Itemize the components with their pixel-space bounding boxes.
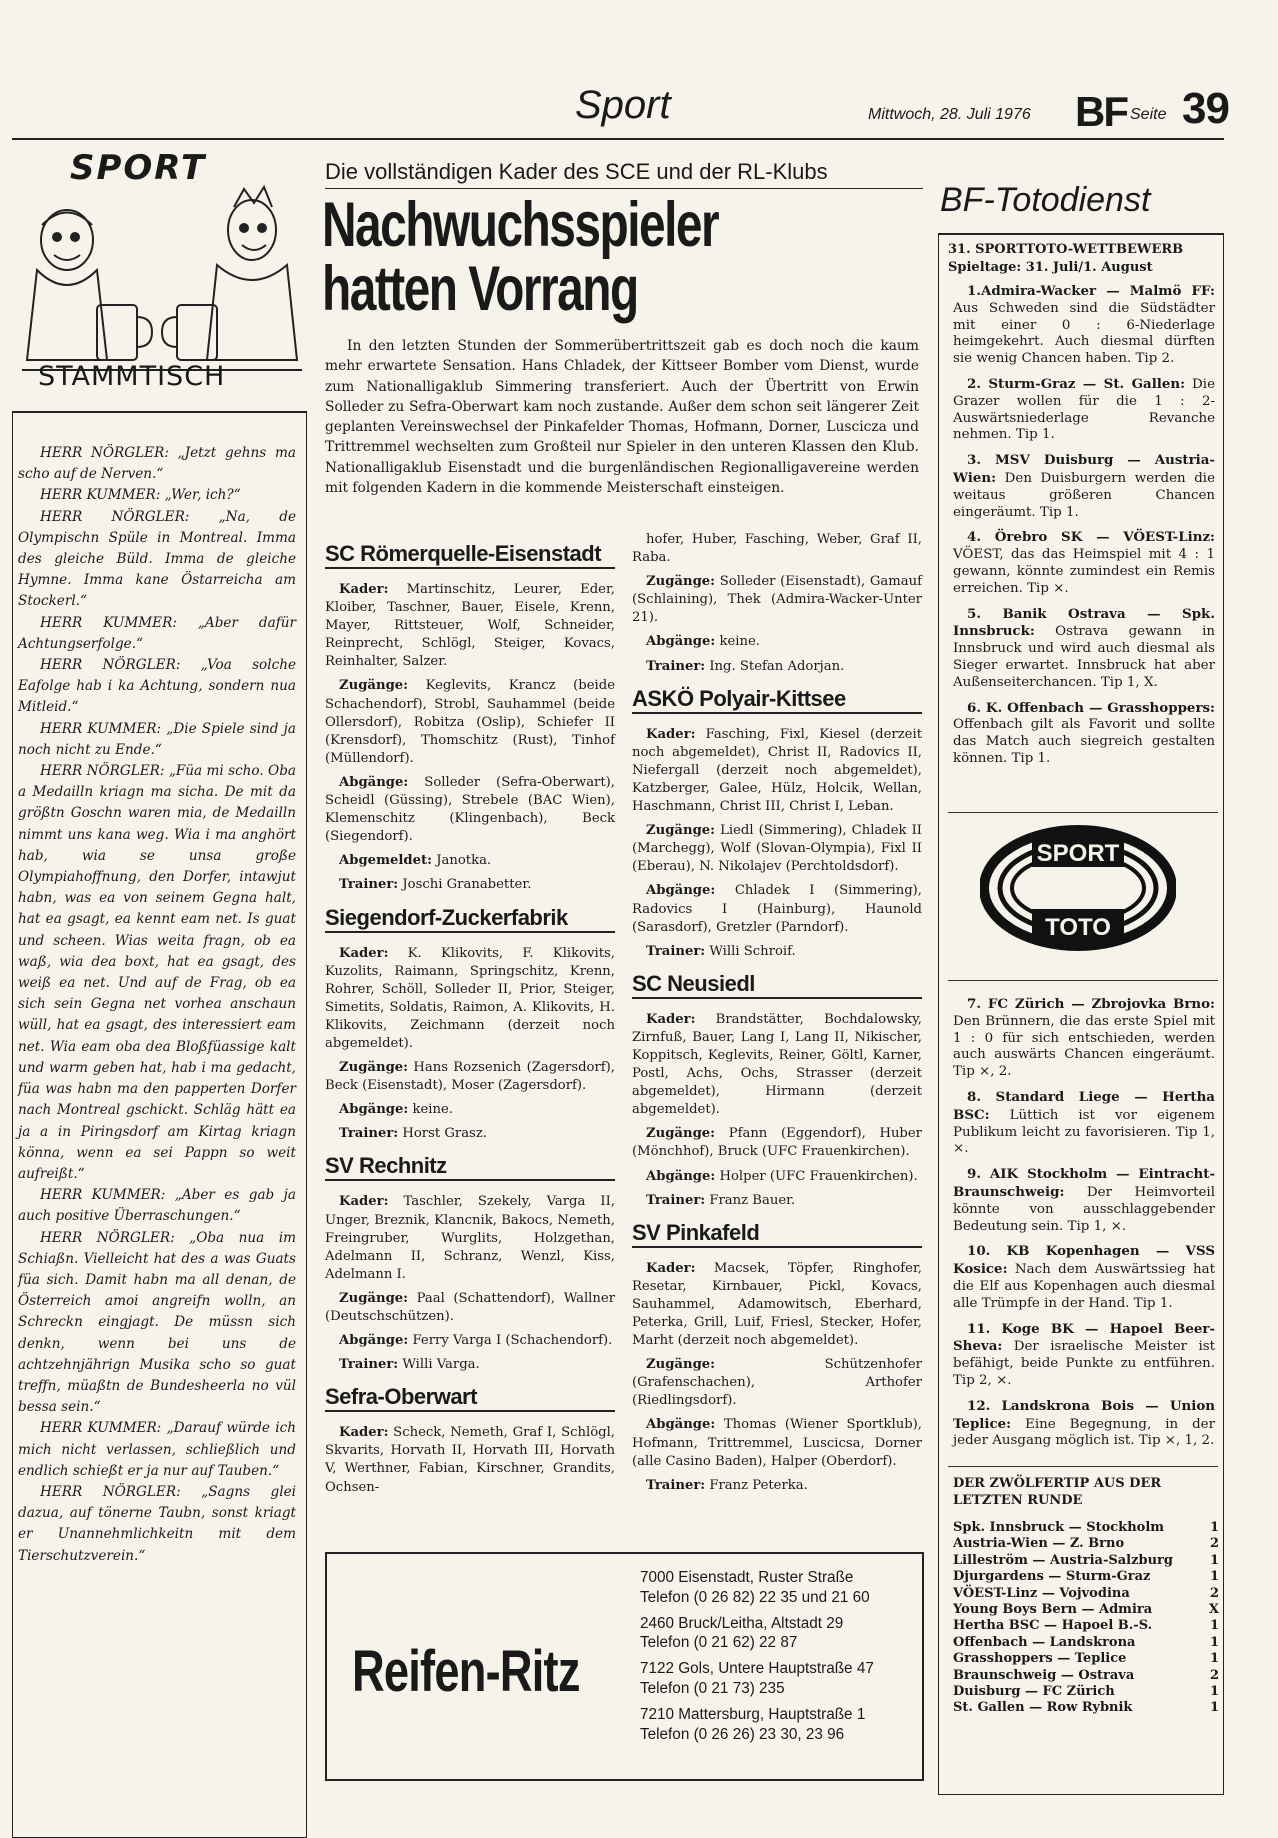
paragraph-text: Scheck, Nemeth, Graf I, Schlögl, Skvarits, Horvath II, Horvath III, Horvath V, Werthner, Fabian, Kirschner, Grandits, Ochsen- [325,1425,615,1495]
paragraph-label: Zugänge: [646,1126,716,1142]
paragraph-label: Trainer: [339,1126,399,1142]
paragraph-text: Holper (UFC Frauenkirchen). [715,1168,918,1184]
tip-text: Die Grazer wollen für die 1 : 2-Auswärtsniederlage Revanche nehmen. Tip 1. [953,376,1215,443]
toto-tip [953,283,1215,368]
paragraph-text: Chladek I (Simmering), Radovics I (Hainburg), Haunold (Sarasdorf), Gretzler (Parndorf). [632,883,922,935]
club-paragraph [325,677,615,767]
tip-text: Den Duisburgern werden die weitaus größeren Chancen eingeräumt. Tip 1. [953,470,1215,520]
paragraph-label: Trainer: [646,943,706,959]
zwoelfer-row [953,1520,1219,1536]
zwoelfer-row [953,1553,1219,1569]
toto-tip [953,452,1215,521]
dialogue-line: HERR NÖRGLER: „Füa mi scho. Oba a Medailln kriagn ma sicha. De mit da größtn Goschn waren mia, de Medailln nimmt uns kana weg. Wia i ma anghört hab, wia se unsa große Olympiahoffnung, den Dorfer, intawjut habn, was ea von seinem Gegna halt, hat ea gsagt, ea kennt eam net. Is guat und scheen. Wias weita fragn, ob ea waß, wia dea boxt, hat ea gsagt, des weiß ea net. Und auf de Frag, ob ea sich sein Gegna net vorhea anschaun wüll, hat ea gsagt, des interessiert eam net. Wia eam oba dea Bloßfüassige kalt und warm geben hat, hab i ma gedacht, füa was habn ma den papperten Dorfer nach Montreal gschickt. Schläg hätt ea ja a in Piringsdorf am Kirtag kriagn könna, wenn ea sei Pappn so weit aufreißt.“ [18,763,296,1182]
paragraph-label: Kader: [646,726,696,742]
article-column-2 [632,531,922,1501]
paragraph-label: Zugänge: [339,1290,409,1306]
zwoelfer-result: 2 [1209,1667,1219,1683]
branch-line: 7122 Gols, Untere Hauptstraße 47 [640,1660,874,1678]
paragraph-text: Pfann (Eggendorf), Huber (Mönchhof), Bruck (UFC Frauenkirchen). [632,1126,922,1160]
toto-tip [953,1089,1215,1158]
toto-competition: 31. SPORTTOTO-WETTBEWERB [948,242,1184,257]
paragraph-text: keine. [715,634,760,650]
paragraph-label: Zugänge: [646,1357,716,1373]
paragraph-label: Trainer: [339,877,399,893]
zwoelfer-match: Spk. Innsbruck — Stockholm [953,1520,1165,1535]
zwoelfer-result: 1 [1209,1651,1219,1667]
club-paragraph [325,1332,615,1350]
toto-divider-3 [948,1466,1218,1467]
page-number: 39 [1182,84,1229,133]
club-paragraph [632,1260,922,1350]
club-paragraph [632,882,922,936]
paragraph-label: Abgänge: [646,634,716,650]
paragraph-text: Solleder (Eisenstadt), Gamauf (Schlaining), Thek (Admira-Wacker-Unter 21). [632,574,922,626]
paragraph-label: Abgänge: [646,1417,716,1433]
club-paragraph [632,1011,922,1120]
club-paragraph [632,822,922,876]
paragraph-label: Kader: [646,1011,696,1027]
paragraph-text: Ing. Stefan Adorjan. [705,658,845,674]
club-paragraph [325,852,615,870]
paragraph-label: Abgänge: [339,774,409,790]
club-paragraph [325,1059,615,1095]
dialogue-line: HERR KUMMER: „Die Spiele sind ja noch nicht zu Ende.“ [18,720,296,758]
section-title: Sport [575,83,671,127]
page-label: Seite [1130,106,1167,123]
toto-tip [953,1398,1215,1450]
paragraph-label: Zugänge: [646,574,716,590]
tip-match: 5. Banik Ostrava — Spk. Innsbruck: [953,605,1215,640]
zwoelfertip-heading: DER ZWÖLFERTIP AUS DER LETZTEN RUNDE [953,1476,1162,1508]
club-paragraph [325,581,615,671]
zwoelfer-result: 2 [1209,1536,1219,1552]
header-rule [12,138,1224,140]
toto-tip [953,606,1215,692]
dialogue-line: HERR KUMMER: „Wer, ich?“ [40,487,241,504]
zwoelfer-result: 1 [1209,1634,1219,1650]
club-paragraph [325,876,615,894]
club-name: SV Pinkafeld [632,1220,922,1248]
toto-heading [948,241,1218,277]
paragraph-label: Kader: [339,945,389,961]
cartoon-subtitle: STAMMTISCH [38,361,226,392]
club-paragraph [325,945,615,1054]
paragraph-label: Trainer: [339,1357,399,1373]
club-name: ASKÖ Polyair-Kittsee [632,686,922,714]
logo-text-bottom: TOTO [1045,914,1111,941]
club-paragraph [632,658,922,676]
dialogue-line: HERR KUMMER: „Darauf würde ich mich nicht verlassen, schließlich und endlich schießt er ja nur auf Tauben.“ [18,1420,296,1479]
zwoelfer-row [953,1536,1219,1552]
toto-tip [953,1321,1215,1390]
advertiser-addresses [640,1568,920,1750]
toto-tip [953,996,1215,1081]
paragraph-text: Taschler, Szekely, Varga II, Unger, Breznik, Klancnik, Bakocs, Nemeth, Freingruber, Wurglits, Holzgethan, Adelmann II, Schranz, Wenzl, Kiss, Adelmann I. [325,1194,615,1282]
paragraph-text: Willi Varga. [398,1357,480,1373]
branch [640,1614,920,1654]
paragraph-label: Abgänge: [339,1333,409,1349]
paragraph-text: keine. [408,1102,453,1118]
tip-match: 4. Örebro SK — VÖEST-Linz: [967,529,1215,546]
branch-line: Telefon (0 21 62) 22 87 [640,1634,798,1652]
zwoelfer-match: St. Gallen — Row Rybnik [953,1700,1133,1716]
club-name: SV Rechnitz [325,1153,615,1181]
paragraph-label: Zugänge: [339,678,409,694]
zwoelfer-result: X [1208,1602,1219,1618]
paragraph-label: Zugänge: [339,1060,409,1076]
zwoelfer-row [953,1602,1219,1618]
zwoelfer-match: Braunschweig — Ostrava [953,1667,1135,1683]
tip-text: Der Heimvorteil könnte von ausschlaggebender Bedeutung sein. Tip 1, ×. [953,1184,1215,1234]
tip-text: Offenbach gilt als Favorit und sollte das Match auch siegreich gestalten können. Tip 1. [953,717,1215,766]
club-paragraph [325,1290,615,1326]
dialogue-line: HERR KUMMER: „Aber dafür Achtungserfolge.“ [18,614,296,652]
paragraph-text: Macsek, Töpfer, Ringhofer, Resetar, Kirnbauer, Pickl, Kovacs, Sauhammel, Adamowitsch, Eberhard, Peterka, Grill, Luif, Friesl, Stecker, Hofer, Marht (derzeit noch abgemeldet). [632,1260,922,1349]
tip-match: 8. Standard Liege — Hertha BSC: [953,1088,1215,1123]
paragraph-text: Franz Peterka. [705,1477,808,1493]
toto-dates: Spieltage: 31. Juli/1. August [948,260,1153,275]
zwoelfer-result: 1 [1209,1520,1219,1535]
zwoelfer-result: 1 [1209,1684,1219,1700]
paragraph-text: Martinschitz, Leurer, Eder, Kloiber, Taschner, Bauer, Eisele, Krenn, Mayer, Rittsteuer, Wolf, Schneider, Reinprecht, Schlögl, Steiger, Kovacs, Reinhalter, Salzer. [325,582,615,670]
branch-line: 7210 Mattersburg, Hauptstraße 1 [640,1705,866,1723]
newspaper-logo: BF [1075,88,1127,135]
tip-match: 7. FC Zürich — Zbrojovka Brno: [967,996,1215,1012]
toto-tip [953,700,1215,768]
club-paragraph [632,943,922,961]
tip-match: 3. MSV Duisburg — Austria-Wien: [953,452,1215,486]
dialogue-line: HERR KUMMER: „Aber es gab ja auch positive Überraschungen.“ [18,1187,296,1225]
tip-text: Eine Begegnung, in der jeder Ausgang möglich ist. Tip ×, 1, 2. [953,1416,1215,1449]
tip-text: Nach dem Auswärtssieg hat die Elf aus Kopenhagen auch diesmal alle Trümpfe in der Hand. Tip 1. [953,1262,1215,1311]
paragraph-label: Abgemeldet: [339,853,432,869]
club-paragraph [632,1168,922,1186]
paragraph-label: Trainer: [646,1477,706,1493]
tip-match: 10. KB Kopenhagen — VSS Kosice: [953,1243,1215,1278]
zwoelfer-row [953,1684,1219,1700]
toto-divider [948,812,1218,813]
paragraph-text: Fasching, Fixl, Kiesel (derzeit noch abgemeldet), Christ II, Radovics II, Niefergall (derzeit noch abgemeldet), Katzberger, Galee, Hülz, Holcik, Wellan, Haschmann, Christ III, Christ I, Leban. [632,726,922,815]
zwoelfer-result: 1 [1209,1700,1219,1716]
zwoelfer-match: Offenbach — Landskrona [953,1634,1136,1650]
tip-text: Ostrava gewann in Innsbruck und wird auch diesmal als Sieger erwartet. Innsbruck hat aber Außenseiterchancen. Tip 1, X. [953,624,1215,690]
tip-match: 6. K. Offenbach — Grasshoppers: [967,699,1215,716]
paragraph-label: Kader: [339,582,389,597]
paragraph-label: Kader: [646,1260,696,1276]
zwoelfer-result: 2 [1209,1585,1219,1601]
paragraph-label: Trainer: [646,658,706,674]
article-headline [322,190,778,324]
toto-tip [953,1166,1215,1235]
toto-tip [953,1243,1215,1312]
article-kicker: Die vollständigen Kader des SCE und der RL-Klubs [325,159,828,184]
tip-text: Aus Schweden sind die Südstädter mit einer 0 : 6-Niederlage heimgekehrt. Auch diesmal dürften sie wenig Chancen haben. Tip 2. [953,300,1215,367]
zwoelfer-result: 1 [1209,1552,1219,1568]
tip-match: 1.Admira-Wacker — Malmö FF: [967,283,1215,299]
branch-line: Telefon (0 26 26) 23 30, 23 96 [640,1725,845,1743]
zwoelfer-row [953,1618,1219,1634]
advertiser-name: Reifen-Ritz [352,1639,580,1704]
tip-match: 9. AIK Stockholm — Eintracht-Braunschweig: [953,1166,1215,1200]
paragraph-text: Franz Bauer. [705,1192,796,1208]
toto-tips-part-1 [953,283,1215,776]
branch [640,1659,920,1699]
dialogue-line: HERR NÖRGLER: „Voa solche Eafolge hab i ka Achtung, sondern nua Mitleid.“ [18,657,296,716]
zwoelfer-row [953,1569,1219,1585]
club-paragraph [325,774,615,846]
paragraph-text: K. Klikovits, F. Klikovits, Kuzolits, Raimann, Springschitz, Krenn, Rohrer, Schöll, Solleder II, Prior, Steiger, Simetits, Soldatis, Raimon, A. Klikovits, H. Klikovits, Zeichmann (derzeit noch abgemeldet). [325,945,615,1051]
club-paragraph [325,1356,615,1374]
paragraph-text: Horst Grasz. [398,1126,487,1142]
club-paragraph [632,531,922,567]
article-column-1 [325,531,615,1503]
issue-date: Mittwoch, 28. Juli 1976 [868,106,1031,123]
tip-match: 11. Koge BK — Hapoel Beer-Sheva: [953,1320,1215,1355]
club-paragraph [325,1424,615,1496]
club-name: Sefra-Oberwart [325,1384,615,1412]
club-paragraph [325,1125,615,1143]
zwoelfer-match: Grasshoppers — Teplice [953,1651,1127,1667]
paragraph-text: Joschi Granabetter. [398,877,532,893]
dialogue-line: HERR NÖRGLER: „Jetzt gehns ma scho auf de Nerven.“ [18,445,296,483]
paragraph-label: Abgänge: [646,883,716,899]
club-paragraph [632,573,922,627]
zwoelfer-match: VÖEST-Linz — Vojvodina [953,1585,1130,1601]
tip-text: VÖEST, das das Heimspiel mit 4 : 1 gewann, könnte zumindest ein Remis erreichen. Tip ×. [953,547,1215,596]
paragraph-text: Paal (Schattendorf), Wallner (Deutschschützen). [325,1290,615,1324]
paragraph-text: Willi Schroif. [705,943,796,959]
zwoelfer-row [953,1651,1219,1667]
tip-match: 12. Landskrona Bois — Union Teplice: [953,1397,1215,1432]
club-paragraph [325,1101,615,1119]
paragraph-text: Liedl (Simmering), Chladek II (Marchegg), Wolf (Slovan-Olympia), Fixl II (Eberau), N. Nikolajev (Perchtoldsdorf). [632,823,922,875]
headline-line-1: Nachwuchsspieler [322,190,719,260]
club-paragraph [632,726,922,816]
paragraph-text: Brandstätter, Bochdalowsky, Zirnfuß, Bauer, Lang I, Lang II, Nikischer, Koppitsch, Keglevits, Reiner, Göltl, Karner, Postl, Achs, Ochs, Strasser (derzeit abgemeldet), Hirmann (derzeit abgemeldet). [632,1011,922,1118]
sport-toto-logo [980,825,1176,951]
club-paragraph [632,1477,922,1495]
zwoelfer-row [953,1586,1219,1602]
club-paragraph [632,1416,922,1470]
club-name: SC Römerquelle-Eisenstadt [325,541,615,569]
zwoelfertip-table [953,1520,1219,1717]
paragraph-text: Ferry Varga I (Schachendorf). [408,1333,613,1349]
club-paragraph [325,1193,615,1283]
paragraph-text: Thomas (Wiener Sportklub), Hofmann, Trittremmel, Luscicsa, Dorner (alle Casino Baden), Halper (Oberdorf). [632,1417,922,1469]
tip-match: 2. Sturm-Graz — St. Gallen: [967,375,1186,392]
zwoelfer-result: 1 [1209,1569,1219,1585]
paragraph-text: hofer, Huber, Fasching, Weber, Graf II, Raba. [632,532,922,566]
paragraph-text: Hans Rozsenich (Zagersdorf), Beck (Eisenstadt), Moser (Zagersdorf). [325,1060,615,1094]
paragraph-label: Trainer: [646,1192,706,1208]
paragraph-text: Solleder (Sefra-Oberwart), Scheidl (Güssing), Strebele (BAC Wien), Klemenschitz (Klingenbach), Beck (Siegendorf). [325,774,615,845]
dialogue-line: HERR NÖRGLER: „Oba nua im Schiaßn. Vielleicht hat des a was Guats füa sich. Damit habn ma all denan, de Österreich amoi angreifn wolln, an Schreckn eingjagt. De müssn sich denkn, wenn bei uns de achtzehnjährign Musika scho so guat treffn, müaßtn de Bundesheerla no vül bessa sein.“ [18,1229,296,1416]
paragraph-label: Kader: [339,1194,389,1210]
branch-line: 7000 Eisenstadt, Ruster Straße [640,1569,854,1586]
paragraph-label: Kader: [339,1425,389,1441]
branch [640,1568,920,1608]
club-paragraph [632,1125,922,1161]
dialogue-line: HERR NÖRGLER: „Na, de Olympischn Spüle in Montreal. Imma des gleiche Büld. Imma de gleiche Hymne. Imma kane Östarreicha am Stockerl.“ [18,508,296,610]
toto-tip [953,529,1215,597]
stammtisch-dialogue [18,443,296,1567]
club-paragraph [632,1356,922,1410]
toto-tips-part-2 [953,996,1215,1458]
zwoelfer-match: Djurgardens — Sturm-Graz [953,1569,1151,1585]
branch-line: 2460 Bruck/Leitha, Altstadt 29 [640,1614,844,1632]
paragraph-text: Keglevits, Krancz (beide Schachendorf), Strobl, Sauhammel (beide Ollersdorf), Robitza (Oslip), Schiefer II (Krensdorf), Thomschitz (Rust), Tinhof (Müllendorf). [325,678,615,766]
kicker-rule [325,188,923,189]
toto-divider-2 [948,980,1218,981]
zwoelfer-row [953,1700,1219,1716]
branch-line: Telefon (0 26 82) 22 35 und 21 60 [640,1588,870,1606]
paragraph-label: Zugänge: [646,823,716,839]
zwoelfer-result: 1 [1209,1618,1219,1634]
paragraph-text: Schützenhofer (Grafenschachen), Arthofer (Riedlingsdorf). [632,1357,922,1409]
paragraph-label: Abgänge: [646,1168,716,1184]
zwoelfer-match: Lilleström — Austria-Salzburg [953,1552,1173,1568]
tip-text: Lüttich ist vor eigenem Publikum leicht zu favorisieren. Tip 1, ×. [953,1107,1215,1157]
dialogue-line: HERR NÖRGLER: „Sagns glei dazua, auf tönerne Taubn, sonst kriagt er Unannehmlichkeitn mit dem Tierschutzverein.“ [18,1483,296,1564]
branch [640,1705,920,1745]
zwoelfer-row [953,1635,1219,1651]
club-name: SC Neusiedl [632,971,922,999]
zwoelfer-match: Austria-Wien — Z. Brno [953,1536,1125,1552]
zwoelfer-row [953,1668,1219,1684]
article-lead: In den letzten Stunden der Sommerübertrittszeit gab es doch noch die kaum mehr erwartete Sensation. Hans Chladek, der Kittseer Bomber vom Dienst, wurde zum Nationalligaklub Simmering transferiert. Auch der Übertritt von Erwin Solleder zu Sefra-Oberwart kam noch zustande. Außer dem schon seit längerer Zeit geplanten Vereinswechsel der Pinkafelder Thomas, Hofmann, Dorner, Luscicza und Trittremmel wechselten zum Großteil nur Spieler in den unteren Klassen den Klub. Nationalligaklub Eisenstadt und die burgenländischen Regionalligavereine werden mit folgenden Kadern in die kommende Meisterschaft einsteigen. [325,338,919,497]
toto-tip [953,376,1215,444]
zwoelfer-match: Young Boys Bern — Admira [953,1602,1153,1618]
paragraph-text: Janotka. [432,853,492,869]
club-paragraph [632,1192,922,1210]
logo-text-top: SPORT [1036,840,1120,867]
club-paragraph [632,633,922,651]
tip-text: Den Brünnern, die das erste Spiel mit 1 : 0 für sich entschieden, werden auch auswärts Chancen eingeräumt. Tip ×, 2. [953,1013,1215,1080]
branch-line: Telefon (0 21 73) 235 [640,1679,785,1697]
zwoelfer-match: Hertha BSC — Hapoel B.-S. [953,1618,1153,1634]
paragraph-label: Abgänge: [339,1102,409,1118]
cartoon-title: SPORT [70,148,207,188]
headline-line-2: hatten Vorrang [322,254,638,324]
zwoelfer-match: Duisburg — FC Zürich [953,1684,1115,1700]
tip-text: Der israelische Meister ist befähigt, beide Punkte zu entführen. Tip 2, ×. [953,1339,1215,1388]
club-name: Siegendorf-Zuckerfabrik [325,905,615,933]
toto-title: BF-Totodienst [940,181,1151,219]
